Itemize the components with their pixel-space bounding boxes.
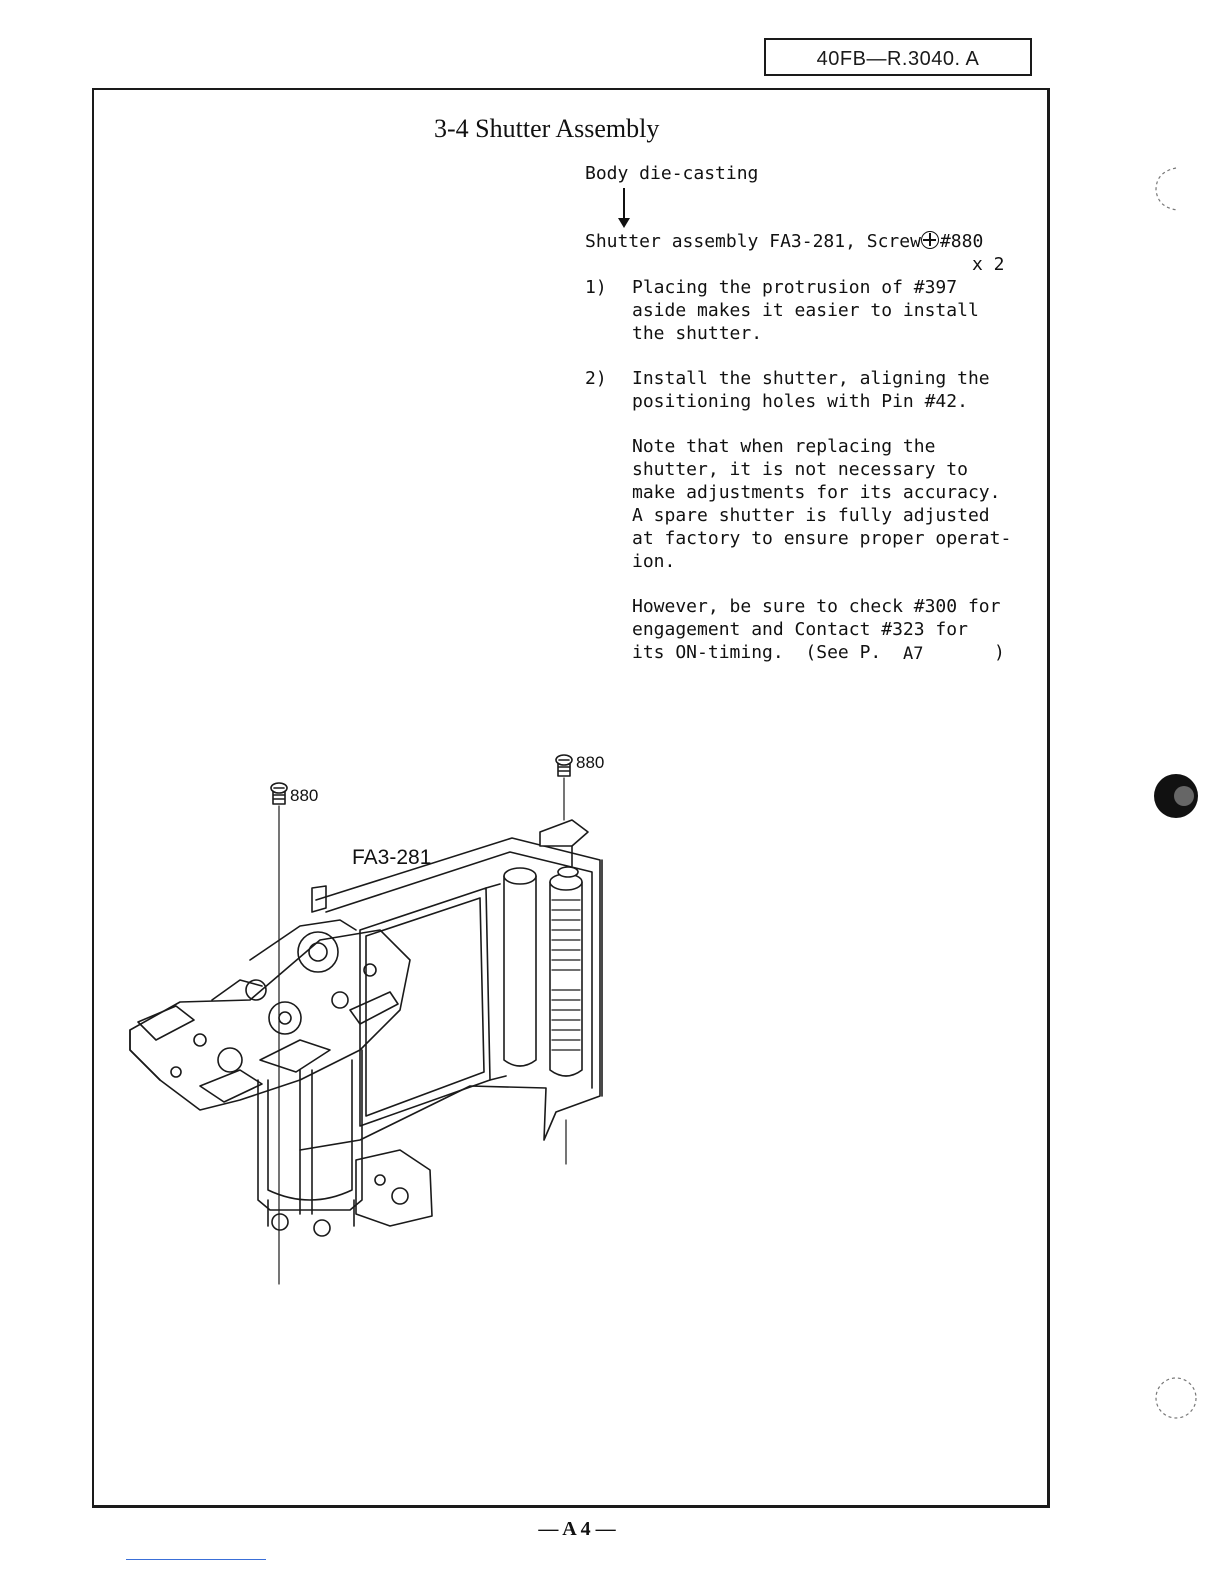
instruction-2-number: 2) [585, 368, 607, 389]
binder-hole-bottom [1150, 1372, 1202, 1424]
flow-screw-part: #880 [939, 231, 984, 252]
instruction-2-line-2: positioning holes with Pin #42. [632, 391, 968, 412]
instruction-1-line-1: Placing the protrusion of #397 [632, 277, 958, 298]
instruction-2-line-1: Install the shutter, aligning the [632, 368, 990, 389]
note-line-6: ion. [632, 551, 676, 572]
instruction-1-line-3: the shutter. [632, 323, 763, 344]
page-reference: A7 [903, 644, 924, 664]
binder-hole-middle [1150, 770, 1202, 822]
however-closing-paren: ) [994, 642, 1005, 663]
flow-step-bottom-text: Shutter assembly FA3-281, Screw [585, 231, 921, 252]
screw-label-right: 880 [576, 753, 605, 772]
shutter-frame [300, 820, 600, 1150]
note-line-1: Note that when replacing the [632, 436, 936, 457]
page-number: — A 4 — [538, 1518, 616, 1540]
however-line-1: However, be sure to check #300 for [632, 596, 1001, 617]
note-line-3: make adjustments for its accuracy. [632, 482, 1001, 503]
flow-arrow-icon [623, 188, 625, 220]
note-line-4: A spare shutter is fully adjusted [632, 505, 990, 526]
instruction-1-line-2: aside makes it easier to install [632, 300, 979, 321]
instruction-1-number: 1) [585, 277, 607, 298]
shutter-rollers [504, 860, 602, 1096]
flow-step-bottom [585, 230, 983, 253]
binder-hole-top [1150, 162, 1194, 216]
flow-step-top: Body die-casting [585, 163, 759, 184]
screw-head-icon [921, 231, 939, 249]
section-title: 3-4 Shutter Assembly [434, 114, 660, 143]
note-line-2: shutter, it is not necessary to [632, 459, 968, 480]
shutter-mechanism [130, 886, 410, 1110]
document-id: 40FB—R.3040. A [764, 38, 1032, 76]
part-label-fa3-281: FA3-281 [352, 846, 432, 869]
flow-quantity: x 2 [972, 254, 1005, 275]
note-line-5: at factory to ensure proper operat- [632, 528, 1012, 549]
shutter-assembly-illustration [120, 750, 620, 1290]
footer-rule [126, 1559, 266, 1560]
however-line-3: its ON-timing. (See P. [632, 642, 882, 663]
flow-arrow-head-icon [618, 218, 630, 228]
however-line-2: engagement and Contact #323 for [632, 619, 968, 640]
screw-label-left: 880 [290, 786, 319, 805]
